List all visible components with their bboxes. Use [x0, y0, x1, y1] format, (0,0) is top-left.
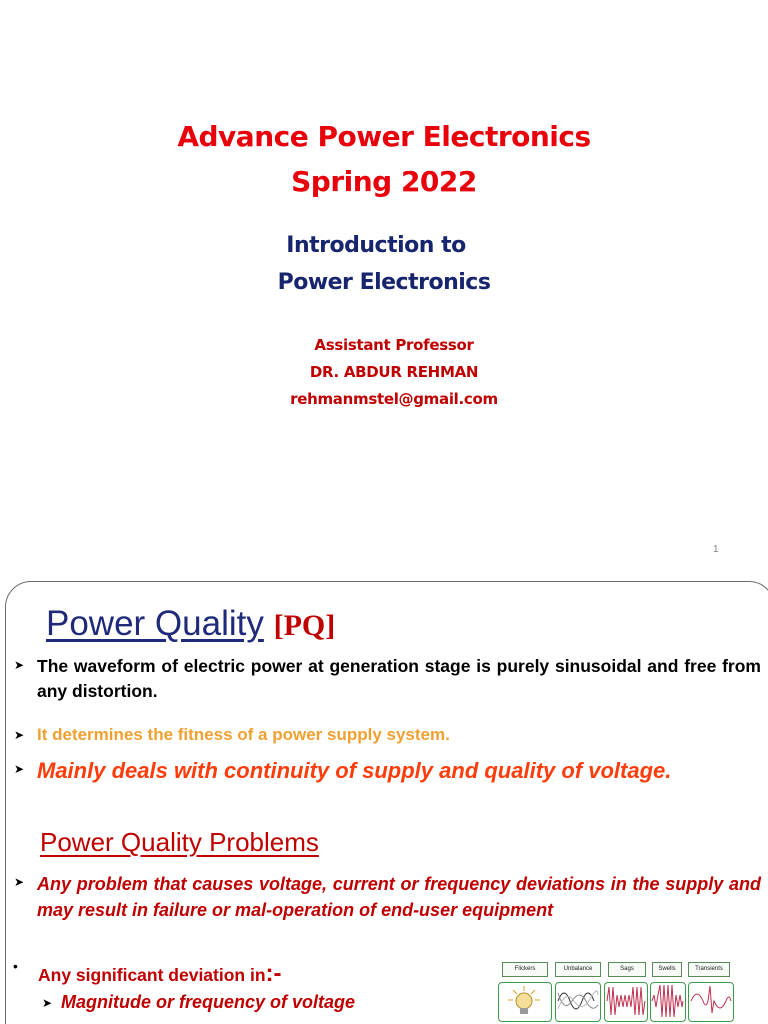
course-term: Spring 2022	[291, 165, 477, 198]
lecture-title-line2: Power Electronics	[277, 270, 491, 295]
lecture-title-line1: Introduction to	[286, 233, 466, 258]
diagram-label-flickers: Flickers	[502, 962, 548, 977]
instructor-role: Assistant Professor	[314, 336, 474, 354]
arrow-bullet-icon: ➤	[14, 658, 25, 672]
sag-wave-icon	[604, 982, 648, 1022]
arrow-bullet-icon: ➤	[14, 875, 25, 889]
bullet-waveform: The waveform of electric power at generation stage is purely sinusoidal and free from any distortion.	[37, 656, 761, 701]
bullet-deviation-suffix: :-	[265, 960, 282, 987]
diagram-label-transients: Transients	[688, 962, 730, 977]
diagram-label-unbalance: Unbalance	[555, 962, 601, 977]
unbalance-wave-icon	[555, 982, 601, 1022]
instructor-name: DR. ABDUR REHMAN	[309, 363, 479, 381]
diagram-label-swells: Swells	[652, 962, 682, 977]
arrow-bullet-icon: ➤	[14, 728, 25, 742]
slide-title-text: Power Quality	[46, 604, 264, 643]
bullet-continuity: Mainly deals with continuity of supply and quality of voltage.	[37, 758, 672, 783]
transient-wave-icon	[688, 982, 734, 1022]
slide-title-tag: [PQ]	[273, 609, 336, 642]
section-title: Power Quality Problems	[40, 827, 319, 857]
arrow-bullet-icon: ➤	[14, 762, 25, 776]
power-quality-slide	[5, 581, 768, 1024]
slide-title	[46, 604, 335, 644]
instructor-email: rehmanmstel@gmail.com	[290, 390, 498, 408]
arrow-bullet-icon: ➤	[42, 996, 53, 1010]
sub-bullet-magnitude: Magnitude or frequency of voltage	[61, 992, 356, 1012]
flicker-bulb-icon	[498, 982, 552, 1022]
page-number: 1	[713, 544, 719, 555]
course-title: Advance Power Electronics	[177, 120, 591, 153]
bullet-problem-definition: Any problem that causes voltage, current or frequency deviations in the supply and may result in failure or mal-operation of end-user equipment	[37, 874, 761, 920]
bullet-fitness: It determines the fitness of a power supply system.	[37, 725, 450, 744]
dot-bullet-icon: •	[13, 958, 18, 974]
bullet-deviation-text: Any significant deviation in	[38, 965, 266, 985]
bullet-deviation	[38, 960, 282, 988]
swell-wave-icon	[650, 982, 686, 1022]
pq-problems-diagram	[498, 962, 734, 1022]
diagram-label-sags: Sags	[608, 962, 646, 977]
